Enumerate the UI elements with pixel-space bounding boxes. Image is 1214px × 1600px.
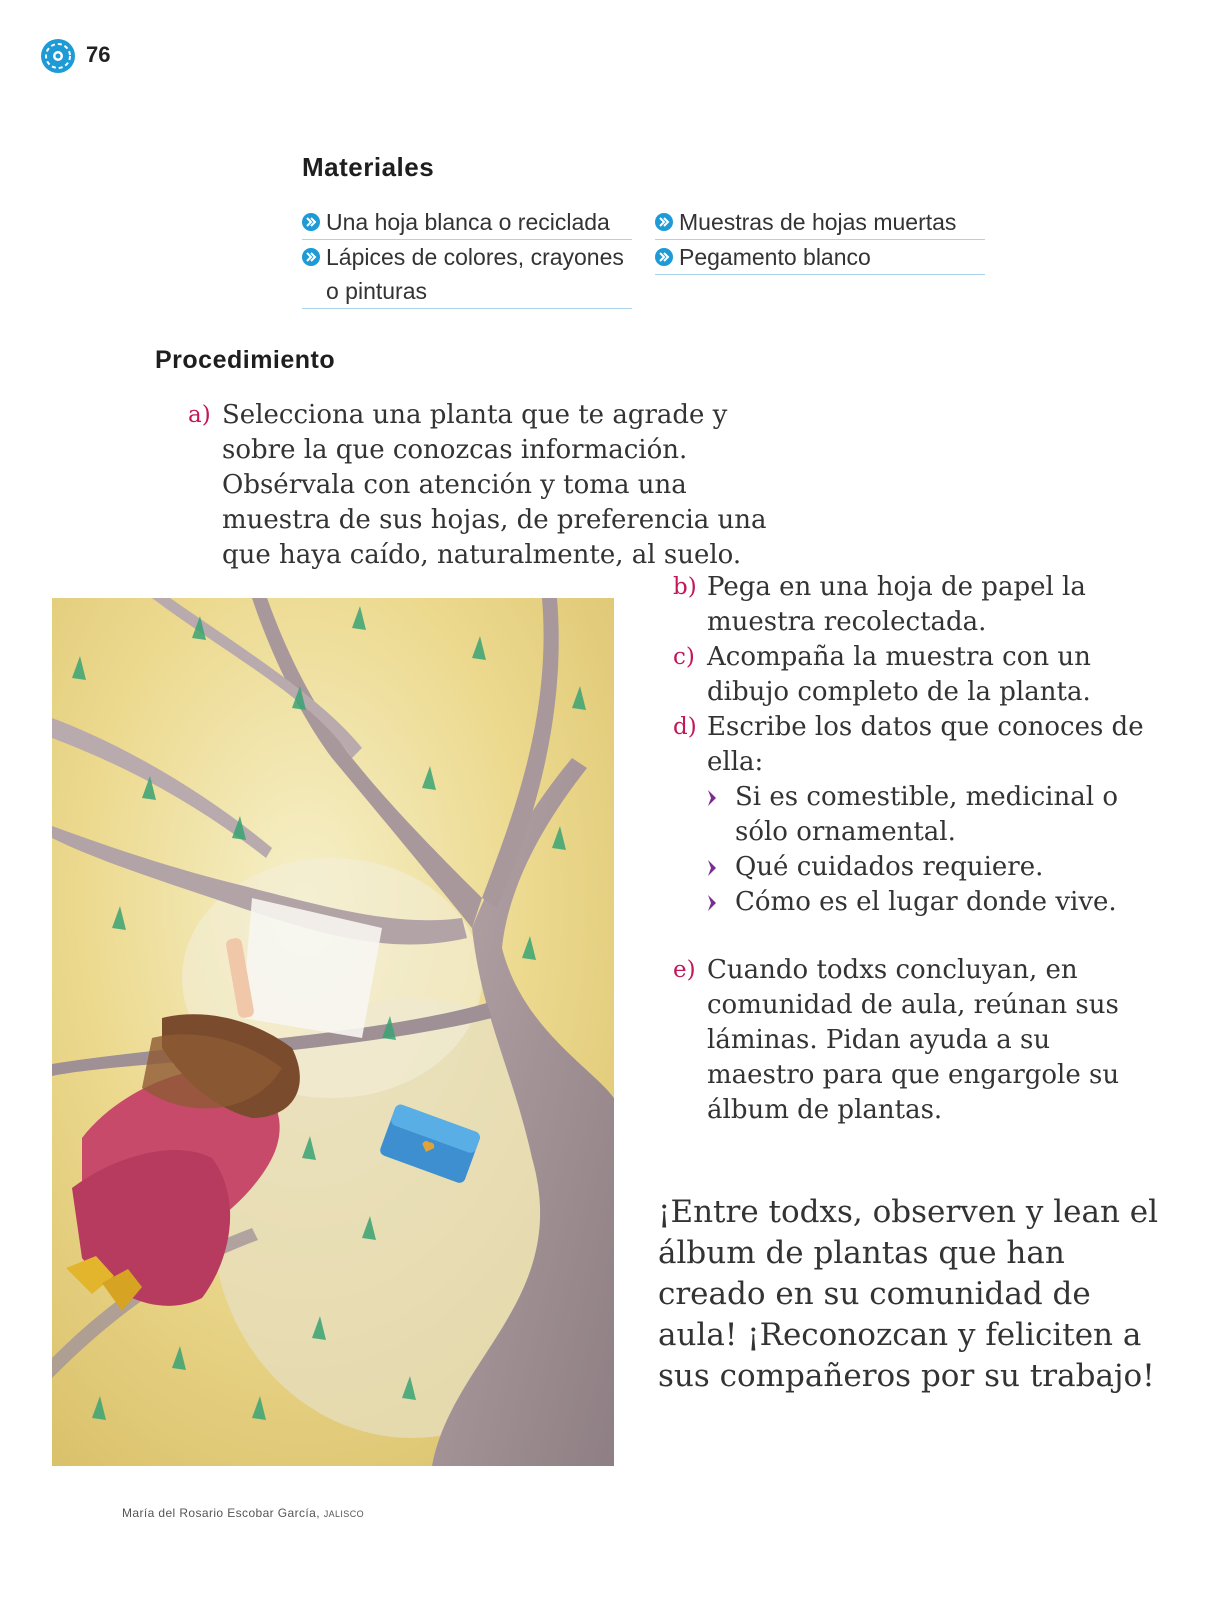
procedure-step-c [673,640,1147,710]
chevron-bullet-icon [655,213,673,231]
step-text: Pega en una hoja de papel la muestra recolectada. [707,572,1086,637]
materials-list-left [302,205,632,309]
chevron-bullet-icon [302,248,320,266]
illustration-credit [122,1506,364,1520]
step-label: e) [673,957,696,983]
chevron-bullet-icon [707,789,717,807]
materials-list-right [655,205,985,275]
sub-list-item [707,780,1147,850]
materials-list-item [655,205,985,240]
chevron-bullet-icon [707,859,717,877]
materials-heading: Materiales [302,152,435,182]
sub-list-item [707,850,1147,885]
step-text: Cuando todxs concluyan, en comunidad de aula, reúnan sus láminas. Pidan ayuda a su maestro para que engargole su álbum de plantas. [707,955,1120,1125]
watercolor-illustration [52,598,614,1466]
procedure-step-e [673,953,1147,1128]
procedure-step-a [188,398,782,573]
step-text: Escribe los datos que conoces de ella: [707,712,1144,777]
page-number: 76 [86,42,111,67]
step-text: Acompaña la muestra con un dibujo completo de la planta. [707,642,1091,707]
chevron-bullet-icon [302,213,320,231]
sub-list-item [707,885,1147,920]
procedure-heading: Procedimiento [155,346,336,374]
step-label: b) [673,574,697,600]
materials-list-item [302,205,632,240]
chevron-bullet-icon [707,894,717,912]
material-text: Lápices de colores, crayones o pinturas [326,244,624,304]
material-text: Muestras de hojas muertas [679,209,957,235]
step-text: Selecciona una planta que te agrade y sobre la que conozcas información. Obsérvala con atención y toma una muestra de sus hojas, de preferencia una que haya caído, naturalmente, al suelo. [222,400,767,570]
page-badge-icon [40,38,76,74]
step-label: d) [673,714,697,740]
procedure-step-b [673,570,1147,640]
material-text: Una hoja blanca o reciclada [326,209,610,235]
step-d-sublist [707,780,1147,920]
chevron-bullet-icon [655,248,673,266]
procedure-step-d [673,710,1147,920]
step-label: a) [188,402,211,428]
materials-list-item [302,240,632,309]
sub-item-text: Si es comestible, medicinal o sólo ornamental. [735,782,1118,847]
materials-list-item [655,240,985,275]
sub-item-text: Qué cuidados requiere. [735,852,1044,882]
step-label: c) [673,644,695,670]
credit-state: JALISCO [323,1509,364,1519]
material-text: Pegamento blanco [679,244,871,270]
closing-message: ¡Entre todxs, observen y lean el álbum de plantas que han creado en su comunidad de aula! ¡Reconozcan y feliciten a sus compañeros por su trabajo! [658,1194,1159,1394]
sub-item-text: Cómo es el lugar donde vive. [735,887,1117,917]
credit-name: María del Rosario Escobar García, [122,1506,320,1520]
